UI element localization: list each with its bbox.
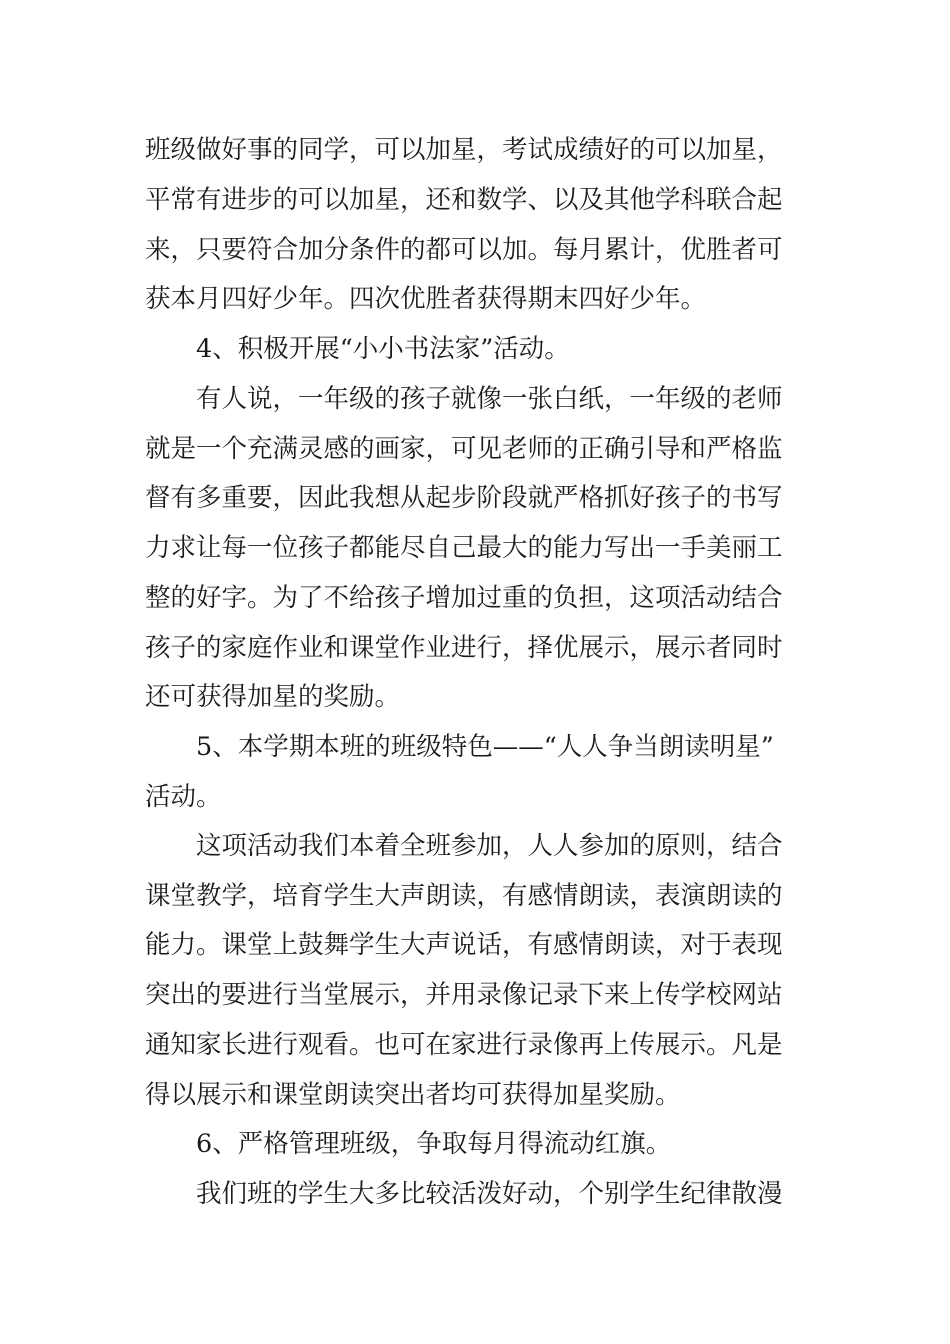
line-text: 来，只要符合加分条件的都可以加。每月累计，优胜者可 [145,235,783,265]
paragraph-first-line [0,826,950,866]
line-text: 有人说，一年级的孩子就像一张白纸，一年级的老师 [196,384,783,414]
text-line [0,180,950,220]
line-text: 通知家长进行观看。也可在家进行录像再上传展示。凡是 [145,1030,783,1060]
line-text: 班级做好事的同学，可以加星，考试成绩好的可以加星， [145,135,783,165]
paragraph-first-line [0,379,950,419]
text-line [0,628,950,668]
text-line [0,777,950,817]
text-line [0,528,950,568]
line-text: 督有多重要，因此我想从起步阶段就严格抓好孩子的书写 [145,483,783,513]
line-text: 就是一个充满灵感的画家，可见老师的正确引导和严格监 [145,434,783,464]
text-line [0,429,950,469]
text-line [0,230,950,270]
line-text: 获本月四好少年。四次优胜者获得期末四好少年。 [145,284,707,314]
text-line [0,975,950,1015]
line-text: 课堂教学，培育学生大声朗读，有感情朗读，表演朗读的 [145,881,783,911]
section-heading [0,727,950,767]
heading-text: 4、积极开展“小小书法家”活动。 [196,334,570,364]
line-text: 突出的要进行当堂展示，并用录像记录下来上传学校网站 [145,980,783,1010]
text-line [0,279,950,319]
text-line [0,925,950,965]
line-text: 力求让每一位孩子都能尽自己最大的能力写出一手美丽工 [145,533,783,563]
heading-continuation: 活动。 [145,782,222,812]
line-text: 还可获得加星的奖励。 [145,682,401,712]
line-text: 整的好字。为了不给孩子增加过重的负担，这项活动结合 [145,583,783,613]
text-line [0,578,950,618]
line-text: 平常有进步的可以加星，还和数学、以及其他学科联合起 [145,185,783,215]
text-line [0,1075,950,1115]
line-text: 得以展示和课堂朗读突出者均可获得加星奖励。 [145,1080,681,1110]
section-heading [0,1124,950,1164]
line-text: 我们班的学生大多比较活泼好动，个别学生纪律散漫 [196,1179,783,1209]
paragraph-first-line [0,1174,950,1214]
heading-text: 6、严格管理班级，争取每月得流动红旗。 [196,1129,672,1159]
text-line [0,478,950,518]
line-text: 能力。课堂上鼓舞学生大声说话，有感情朗读，对于表现 [145,930,783,960]
line-text: 孩子的家庭作业和课堂作业进行，择优展示，展示者同时 [145,633,783,663]
text-line [0,876,950,916]
section-heading [0,329,950,369]
heading-text: 5、本学期本班的班级特色——“人人争当朗读明星” [196,732,774,762]
text-line [0,677,950,717]
line-text: 这项活动我们本着全班参加，人人参加的原则，结合 [196,831,783,861]
text-line [0,130,950,170]
text-line [0,1025,950,1065]
